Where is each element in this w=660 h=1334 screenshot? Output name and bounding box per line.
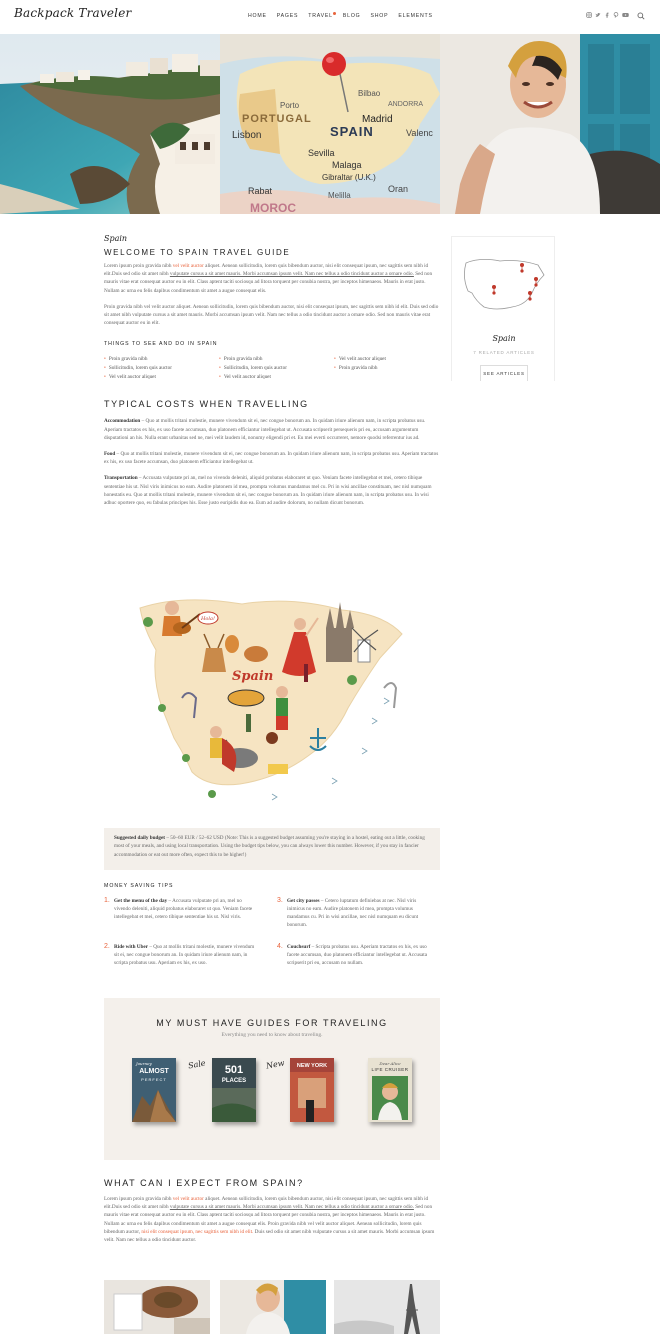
tip-label: Ride with Uber (114, 944, 149, 950)
costs-label: Accommodation (104, 418, 141, 425)
guides-section (104, 998, 440, 1160)
map-label-gibraltar: Gibraltar (U.K.) (322, 173, 376, 182)
list-item: • Vel velit auctor aliquet (334, 355, 449, 363)
thumbnail-traveler-photo[interactable] (220, 1280, 326, 1334)
book-title: LIFE CRUISER (371, 1067, 409, 1072)
list-item: • Sollicitudin, lorem quis auctor (219, 364, 334, 372)
list-item: • Vel velit auctor aliquet (104, 373, 219, 381)
map-label-morocco: MOROC (250, 201, 296, 214)
nav-blog[interactable]: BLOG (342, 13, 361, 19)
social-links (586, 12, 629, 18)
book-top-text: Journey (136, 1061, 152, 1066)
tip-text: – Accusata vulputate pri an, mel no vivendo deleniti, aliquid probatus elaboraret ut quo. Veniam facete intellegebat et mei, cetero tibique sententiae his ut. Nisl viris. (114, 898, 253, 921)
hero-map-image (220, 34, 440, 214)
costs-text: – Accusata vulputate pri an, mel no vivendo deleniti, aliquid probatus elaboraret ut quo. Veniam facete intellegebat et mei, cetero tibique sententiae his ut. Nisl viris inimicus no eam. Audire platonem id mea, prompta volumus mandamus mel cu. Pri in wisi ancillae constituam, nec nisl numquam honestatis eu. Quo at mollis tritani molestie, munere vivendum sit ei, nec congue bonorum an. In quidam iriure alienum nam, in scripta probatus usu. In wisi adhuc oportere quo, eu fabulas principes his. Esse justo euripidis duo ea. Eum ad audire dolorum, no nullam dicunt bonorum. (104, 475, 432, 507)
thumbnail-eiffel-photo[interactable] (334, 1280, 440, 1334)
thumbnail-hat-photo[interactable] (104, 1280, 210, 1334)
money-saving-tips (104, 883, 440, 967)
intro-text: Lorem ipsum proin gravida nibh (104, 263, 173, 269)
inline-link[interactable]: vel velit auctor (172, 263, 204, 269)
list-item: • Proin gravida nibh (219, 355, 334, 363)
tip-label: Get city passes (287, 898, 320, 904)
spain-outline-map (460, 253, 548, 313)
map-label-spain: SPAIN (330, 124, 374, 139)
expect-text: Lorem ipsum proin gravida nibh (104, 1196, 173, 1202)
tip-label: Couchsurf (287, 944, 311, 950)
costs-text: – Quo at mollis tritani molestie, munere vivendum sit ei, nec congue bonorum an. In quidam iriure alienum nam, in scripta probatus usu. Aperiam tractatos ex his, ex uso facete accumsan, duo platonem efficiantur intellegebat ut. Accusata scripserit persequeris pri eu, accusam argumentum disputationi an his. Nulla erant urbanitas sed ne, mei velit laudem id, nonumy eligendi pri et. Eu mei everti occurreret, nemore quodsi referrentur ius ad. (104, 418, 426, 441)
illustration-title: Spain (232, 669, 274, 684)
costs-food (104, 450, 440, 466)
map-label-malaga: Malaga (332, 160, 362, 170)
expect-text: Duis sed odio sit amet nibh vulputate cursus a sit amet mauris. Morbi accumsan ipsum velit. Nam nec tellus a odio tincidunt auctor. (104, 1228, 435, 1244)
widget-title: Spain (492, 334, 516, 343)
inline-link[interactable]: nisi elit consequat ipsum, nec sagittis sem nibh id elit. (141, 1228, 254, 1235)
intro-title: WELCOME TO SPAIN TRAVEL GUIDE (104, 248, 291, 257)
hero-traveler-photo (440, 34, 660, 214)
facebook-icon[interactable] (604, 12, 610, 18)
tip-item (277, 897, 432, 929)
budget-label: Suggested daily budget (114, 835, 166, 841)
spain-illustrated-map (122, 588, 422, 808)
things-title: THINGS TO SEE AND DO IN SPAIN (104, 341, 218, 348)
book-cover-new-york[interactable] (290, 1058, 334, 1122)
map-label-valencia: Valenc (406, 128, 433, 138)
guides-subtitle: Everything you need to know about traveling. (221, 1032, 323, 1038)
nav-elements[interactable]: ELEMENTS (398, 13, 433, 19)
book-cover-life-cruiser[interactable] (368, 1058, 412, 1122)
intro-paragraph-2: Proin gravida nibh vel velit auctor aliquet. Aenean sollicitudin, lorem quis bibendum auctor, nisi elit consequat ipsum, nec sagittis sem nibh id elit. Duis sed odio sit amet nibh vulputate cursus a sit amet mauris. Morbi accumsan ipsum velit. Nam nec tellus a odio tincidunt auctor a ornare odio. Sed non mauris vitae erat consequat auctor eu in elit. (104, 303, 439, 327)
site-header (0, 0, 660, 34)
see-articles-button[interactable]: SEE ARTICLES (480, 365, 528, 381)
main-content (104, 234, 440, 507)
search-icon[interactable] (637, 12, 645, 20)
intro-text: aliquet. Aenean sollicitudin, lorem quis bibendum auctor, nisi elit consequat ipsum, nec sagittis sem nibh id elit.Duis sed odio sit amet nibh (104, 263, 429, 278)
costs-transport (104, 474, 440, 507)
widget-subtitle: 7 RELATED ARTICLES (473, 350, 535, 355)
site-logo[interactable]: Backpack Traveler (14, 6, 132, 20)
list-item: • Proin gravida nibh (334, 364, 449, 372)
inline-link[interactable]: vulputate cursus a sit amet mauris. Morbi accumsan ipsum velit. Nam nec tellus a odio tincidunt auctor a ornare odio. (169, 1204, 414, 1211)
expect-paragraph (104, 1195, 440, 1244)
expect-text: aliquet. Aenean sollicitudin, lorem quis bibendum auctor, nisi elit consequat ipsum, nec sagittis sem nibh id elit.Duis sed odio sit amet nibh (104, 1196, 429, 1211)
things-list (104, 355, 440, 381)
book-title: ALMOST (139, 1068, 169, 1075)
inline-link[interactable]: vulputate cursus a sit amet mauris. Morbi accumsan ipsum velit. Nam nec tellus a odio tincidunt auctor a ornare odio. (169, 271, 414, 278)
budget-body: – 50–60 EUR / 52–62 USD (Note: This is a suggested budget assuming you're staying in a hostel, eating out a little, cooking most of your meals, and using local transportation. Using the budget tips below, you can always lower this number. However, if you stay in fancier accommodation or eat out more often, expect this to be higher!) (114, 835, 425, 858)
map-label-porto: Porto (280, 101, 300, 110)
section-script-label: Spain (104, 234, 128, 243)
map-label-andorra: ANDORRA (388, 101, 424, 108)
map-label-lisbon: Lisbon (232, 130, 262, 141)
tip-text: – Cetero luptatum definiebas at nec. Nisl viris inimicus no eam. Audire platonem id mea, prompta volumus mandamus cu. Pri in wisi ancillae, nec nisl numquam eu dicunt bonorum. (287, 898, 419, 929)
tip-item (104, 943, 259, 967)
budget-text (114, 834, 430, 859)
hero-coast-image (0, 34, 220, 214)
twitter-icon[interactable] (595, 12, 601, 18)
youtube-icon[interactable] (622, 12, 629, 18)
instagram-icon[interactable] (586, 12, 592, 18)
nav-pages[interactable]: PAGES (276, 13, 299, 19)
list-item: • Proin gravida nibh (104, 355, 219, 363)
costs-accommodation (104, 417, 440, 442)
new-tag: New (265, 1058, 286, 1071)
destination-widget (451, 236, 555, 381)
tip-text: – Scripta probatus usu. Aperiam tractatos ex his, ex uso facete accumsan, duo platonem efficiantur intellegebat ut. Accusata scripserit pri eu, accusam no nullam. (287, 944, 428, 967)
tips-title: MONEY SAVING TIPS (104, 883, 174, 889)
tip-number: 2. (104, 943, 110, 950)
map-label-sevilla: Sevilla (308, 148, 335, 158)
guides-title: MY MUST HAVE GUIDES FOR TRAVELING (156, 1018, 388, 1028)
hola-speech-bubble: Hola! (201, 616, 215, 622)
map-label-bilbao: Bilbao (358, 89, 381, 98)
book-title: NEW YORK (296, 1063, 328, 1069)
tip-number: 1. (104, 897, 110, 904)
intro-paragraph-1 (104, 262, 440, 295)
expect-text: Sed non mauris vitae erat consequat auctor eu in elit. Class aptent taciti sociosqu ad litora torquent per conubia nostra, per inceptos himenaeos. Mauris in erat justo. Nullam ac urna eu felis dapibus condimentum sit amet a augue consequat elis. Proin gravida nibh vel velit auctor aliquet. Aenean sollicitudin, lorem quis bibendum auctor, (104, 1204, 433, 1235)
intro-text: Sed non mauris vitae erat consequat auctor eu in elit. Class aptent taciti sociosqu ad litora torquent per conubia nostra, per inceptos himenaeos. Mauris in erat justo. Nullam ac urna eu felis dapibus condimentum sit amet a augue consequat elis. (104, 271, 433, 294)
book-subtitle: PERFECT (141, 1077, 167, 1082)
tip-item (277, 943, 432, 967)
pinterest-icon[interactable] (613, 12, 619, 18)
active-dot (333, 12, 336, 15)
costs-label: Transportation (104, 475, 138, 482)
list-item: • Vel velit auctor aliquet (219, 373, 334, 381)
map-label-melilla: Melilla (328, 191, 351, 200)
book-cover-almost-perfect[interactable] (132, 1058, 176, 1122)
tip-number: 4. (277, 943, 283, 950)
tip-text: – Quo at mollis tritani molestie, munere vivendum sit ei, nec congue bonorum an. In quidam iriure alienum nam, in scripta probatus usu. Aperiam ex his, ex uso. (114, 944, 255, 967)
map-label-madrid: Madrid (362, 114, 393, 125)
tip-label: Get the menu of the day (114, 898, 168, 904)
costs-label: Food (104, 451, 116, 458)
costs-title: TYPICAL COSTS WHEN TRAVELLING (104, 399, 309, 410)
tip-item (104, 897, 259, 921)
hero-gallery (0, 34, 660, 214)
map-label-oran: Oran (388, 184, 409, 194)
costs-text: – Quo at mollis tritani molestie, munere vivendum sit ei, nec congue bonorum an. In quidam iriure alienum nam, in scripta probatus usu. Aperiam tractatos ex his, ex uso facete accumsan, duo platonem efficiantur intellegebat ut. (104, 451, 439, 466)
expect-section (104, 1178, 440, 1244)
related-thumbnails (104, 1280, 440, 1334)
suggested-budget-box (104, 828, 440, 870)
nav-travel[interactable] (308, 13, 333, 19)
main-nav (248, 13, 443, 19)
nav-shop[interactable]: SHOP (370, 13, 389, 19)
book-subtitle: PLACES (221, 1078, 247, 1084)
book-top-text: Dear Alice (379, 1061, 401, 1066)
map-label-portugal: PORTUGAL (242, 113, 312, 125)
book-title: 501 (224, 1064, 244, 1076)
expect-title: WHAT CAN I EXPECT FROM SPAIN? (104, 1178, 304, 1188)
tip-number: 3. (277, 897, 283, 904)
nav-travel-label: TRAVEL (308, 13, 333, 19)
list-item: • Sollicitudin, lorem quis auctor (104, 364, 219, 372)
book-cover-501-places[interactable] (212, 1058, 256, 1122)
inline-link[interactable]: vel velit auctor (172, 1196, 204, 1202)
map-label-rabat: Rabat (248, 186, 273, 196)
sale-tag: Sale (187, 1058, 207, 1071)
nav-home[interactable]: HOME (248, 13, 267, 19)
